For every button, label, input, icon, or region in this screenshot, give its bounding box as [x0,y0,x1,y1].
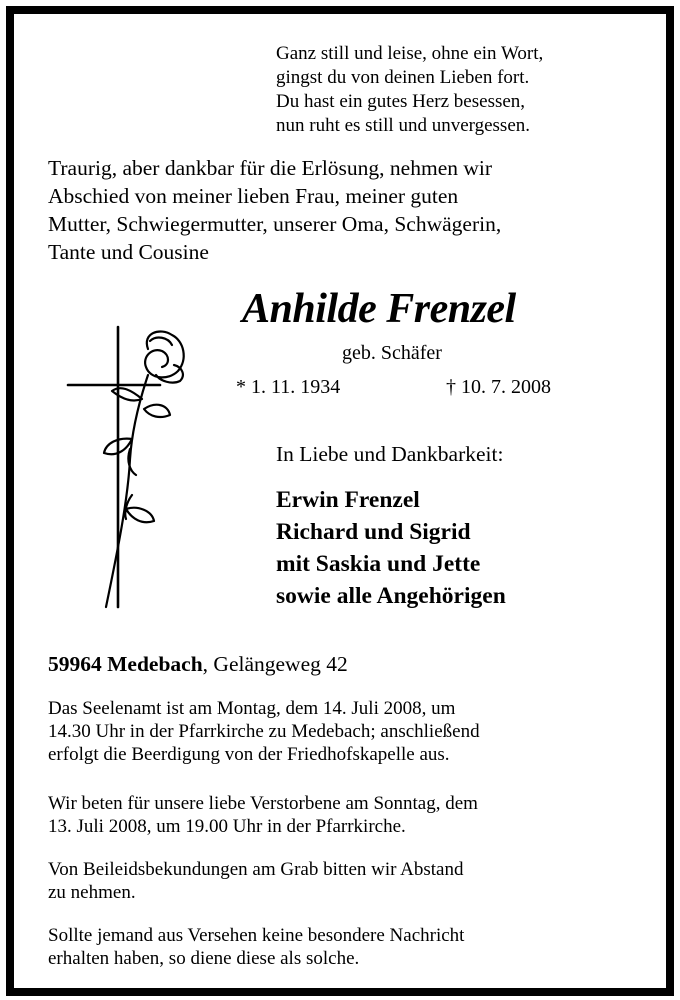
condolence-paragraph [48,858,648,904]
poem-line: nun ruht es still und unvergessen. [276,115,531,136]
deceased-name: Anhilde Frenzel [242,286,516,332]
paragraph-line: Von Beileidsbekundungen am Grab bitten wir Abstand [48,859,464,880]
address-street: , Gelängeweg 42 [202,652,348,676]
intro-line: Mutter, Schwiegermutter, unserer Oma, Schwägerin, [48,212,502,236]
paragraph-line: zu nehmen. [48,882,136,903]
obituary-frame [6,6,674,996]
family-member: sowie alle Angehörigen [276,583,506,609]
paragraph-line: erhalten haben, so diene diese als solche. [48,948,360,969]
cross-with-rose-icon [60,319,200,619]
intro-line: Tante und Cousine [48,240,209,264]
paragraph-line: erfolgt die Beerdigung von der Friedhofskapelle aus. [48,744,450,765]
intro-line: Abschied von meiner lieben Frau, meiner guten [48,184,459,208]
death-date: † 10. 7. 2008 [446,376,551,398]
prayer-info-paragraph [48,792,648,838]
poem-line: Ganz still und leise, ohne ein Wort, [276,43,544,64]
poem-line: gingst du von deinen Lieben fort. [276,67,530,88]
address-place: 59964 Medebach [48,652,203,676]
address-line [48,652,348,677]
birth-date: * 1. 11. 1934 [236,376,341,398]
paragraph-line: Sollte jemand aus Versehen keine besondere Nachricht [48,925,465,946]
poem-line: Du hast ein gutes Herz besessen, [276,91,526,112]
paragraph-line: 14.30 Uhr in der Pfarrkirche zu Medebach; anschließend [48,721,480,742]
paragraph-line: Wir beten für unsere liebe Verstorbene am Sonntag, dem [48,793,478,814]
intro-line: Traurig, aber dankbar für die Erlösung, nehmen wir [48,156,493,180]
family-member: mit Saskia und Jette [276,551,481,577]
paragraph-line: 13. Juli 2008, um 19.00 Uhr in der Pfarrkirche. [48,816,406,837]
paragraph-line: Das Seelenamt ist am Montag, dem 14. Juli 2008, um [48,698,456,719]
family-list [276,484,506,612]
notice-paragraph [48,924,648,970]
family-member: Richard und Sigrid [276,519,471,545]
intro-text [48,154,648,266]
funeral-info-paragraph [48,697,648,766]
family-member: Erwin Frenzel [276,487,420,513]
poem [276,42,636,138]
thanks-line: In Liebe und Dankbarkeit: [276,442,504,466]
birth-name: geb. Schäfer [342,342,442,364]
